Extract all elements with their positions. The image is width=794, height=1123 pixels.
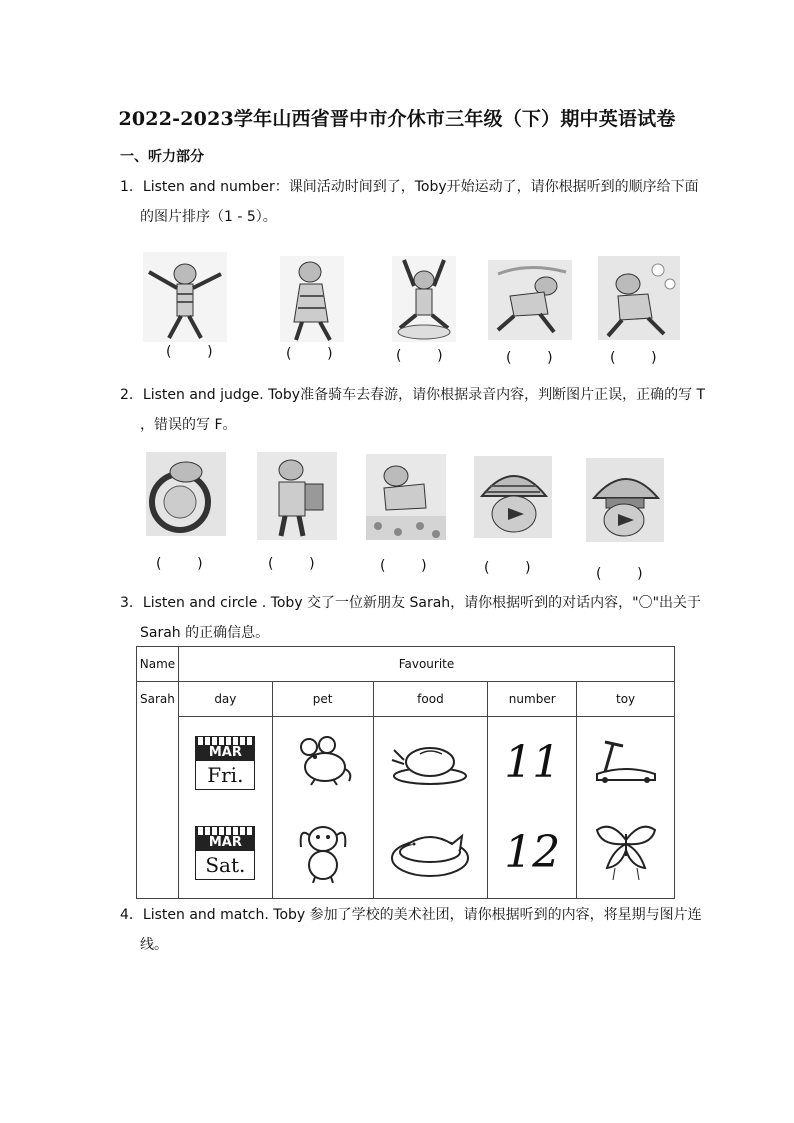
student-name: Sarah [137, 682, 179, 899]
fish-plate-icon[interactable] [388, 822, 472, 880]
kite-icon[interactable] [591, 816, 661, 882]
question-1 [120, 172, 699, 232]
calendar-month: MAR [196, 835, 254, 851]
toy-options [577, 717, 675, 899]
tiger-tire-icon [146, 452, 226, 536]
question-4 [120, 900, 702, 960]
number-option[interactable]: 12 [504, 827, 561, 878]
answer-blank[interactable]: ( ) [380, 558, 427, 574]
answer-blank[interactable]: ( ) [506, 350, 553, 366]
answer-blank[interactable]: ( ) [268, 556, 315, 572]
question-4-line2: 线。 [140, 937, 168, 953]
scooter-icon[interactable] [591, 734, 661, 784]
tiger-standing-icon [280, 256, 344, 342]
pet-options [272, 717, 373, 899]
name-header: Name [137, 647, 179, 682]
calendar-month: MAR [196, 745, 254, 761]
tiger-riding-icon [366, 454, 446, 540]
calendar-rings [196, 827, 254, 835]
col-number: number [488, 682, 577, 717]
tiger-running-icon [488, 260, 572, 340]
question-3-line1: 3．Listen and circle . Toby 交了一位新朋友 Sarah，请你根据听到的对话内容，"〇"出关于 [120, 595, 702, 611]
calendar-saturday[interactable] [195, 826, 255, 880]
tiger-jumping-icon [392, 256, 456, 342]
tiger-stretching-icon [143, 252, 227, 342]
answer-blank[interactable]: ( ) [396, 348, 443, 364]
answer-blank[interactable]: ( ) [156, 556, 203, 572]
calendar-friday[interactable] [195, 736, 255, 790]
calendar-rings [196, 737, 254, 745]
answer-blank[interactable]: ( ) [484, 560, 531, 576]
favourite-header: Favourite [178, 647, 674, 682]
page-title: 2022-2023学年山西省晋中市介休市三年级（下）期中英语试卷 [118, 108, 676, 130]
dog-icon[interactable] [291, 817, 355, 883]
number-options [488, 717, 577, 899]
answer-blank[interactable]: ( ) [596, 566, 643, 582]
question-2-line2: ，错误的写 F。 [140, 417, 237, 433]
answer-blank[interactable]: ( ) [286, 346, 333, 362]
question-4-line1: 4．Listen and match. Toby 参加了学校的美术社团，请你根据听到的内容，将星期与图片连 [120, 907, 702, 923]
helmet-glasses-icon [586, 458, 664, 542]
roast-chicken-icon[interactable] [390, 736, 470, 786]
helmet-icon [474, 456, 552, 538]
number-option[interactable]: 11 [504, 737, 561, 788]
day-options [178, 717, 272, 899]
answer-blank[interactable]: ( ) [166, 344, 213, 360]
col-toy: toy [577, 682, 675, 717]
question-3-line2: Sarah 的正确信息。 [140, 625, 270, 641]
col-pet: pet [272, 682, 373, 717]
question-2-line1: 2．Listen and judge. Toby准备骑车去春游，请你根据录音内容，判断图片正误，正确的写 T [120, 387, 706, 403]
tiger-backpack-icon [257, 452, 337, 540]
answer-blank[interactable]: ( ) [610, 350, 657, 366]
question-1-line1: 1．Listen and number：课间活动时间到了，Toby开始运动了，请你根据听到的顺序给下面 [120, 179, 699, 195]
col-day: day [178, 682, 272, 717]
calendar-day: Sat. [205, 852, 246, 877]
mouse-icon[interactable] [291, 733, 355, 787]
favourite-table [136, 646, 675, 899]
food-options [373, 717, 488, 899]
question-3 [120, 588, 701, 648]
section-heading: 一、听力部分 [120, 149, 204, 165]
question-2 [120, 380, 705, 440]
col-food: food [373, 682, 488, 717]
question-1-line2: 的图片排序（1 - 5）。 [140, 209, 277, 225]
tiger-skating-icon [598, 256, 680, 340]
calendar-day: Fri. [207, 762, 244, 787]
